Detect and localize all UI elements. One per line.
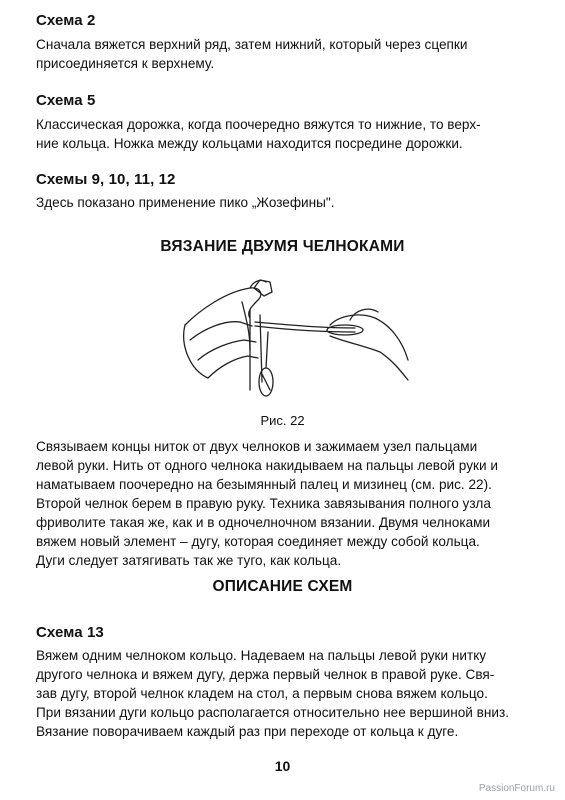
text-line: другого челнока и вяжем дугу, держа первый челнок в правой руке. Свя- [36, 667, 495, 682]
text-line: зав дугу, второй челнок кладем на стол, а первым снова вяжем кольцо. [36, 686, 488, 701]
text-line: При вязании дуги кольцо располагается относительно нее вершиной вниз. [36, 705, 510, 720]
heading-description-of-schemes: ОПИСАНИЕ СХЕМ [212, 578, 353, 595]
section-text-scheme-2 [36, 35, 536, 73]
text-line: Вяжем одним челноком кольцо. Надеваем на пальцы левой руки нитку [36, 648, 487, 663]
section-title-schemes-9-12: Схемы 9, 10, 11, 12 [36, 171, 176, 188]
text-line: Связываем концы ниток от двух челноков и зажимаем узел пальцами [36, 439, 478, 454]
text-line: Здесь показано применение пико „Жозефины". [36, 195, 335, 210]
section-text-schemes-9-12 [36, 193, 536, 212]
section-title-scheme-2: Схема 2 [36, 12, 96, 29]
text-line: фриволите такая же, как и в одночелночном вязании. Двумя челноками [36, 515, 491, 530]
text-line: Дуги следует затягивать так же туго, как кольца. [36, 553, 342, 568]
text-line: Классическая дорожка, когда поочередно вяжутся то нижние, то верх- [36, 117, 481, 132]
text-line: наматываем поочередно на безымянный палец и мизинец (см. рис. 22). [36, 477, 492, 492]
section-text-scheme-13 [36, 646, 536, 741]
page-number: 10 [274, 758, 291, 774]
text-line: ние кольца. Ножка между кольцами находится посредине дорожки. [36, 136, 463, 151]
text-line: левой руки. Нить от одного челнока накидываем на пальцы левой руки и [36, 458, 498, 473]
text-line: вяжем новый элемент – дугу, которая соединяет между собой кольца. [36, 534, 480, 549]
section-text-scheme-5 [36, 115, 536, 153]
figure-caption: Рис. 22 [260, 413, 305, 428]
watermark: PassionForum.ru [478, 783, 555, 794]
heading-two-shuttles: ВЯЗАНИЕ ДВУМЯ ЧЕЛНОКАМИ [160, 238, 405, 255]
hands-with-shuttles-illustration [180, 270, 410, 410]
text-line: присоединяется к верхнему. [36, 56, 215, 71]
section-title-scheme-13: Схема 13 [36, 624, 104, 641]
section-title-scheme-5: Схема 5 [36, 92, 96, 109]
text-line: Сначала вяжется верхний ряд, затем нижний, который через сцепки [36, 37, 468, 52]
text-line: Вязание поворачиваем каждый раз при переходе от кольца к дуге. [36, 724, 459, 739]
text-line: Второй челнок берем в правую руку. Техника завязывания полного узла [36, 496, 491, 511]
two-shuttles-paragraph [36, 437, 536, 570]
